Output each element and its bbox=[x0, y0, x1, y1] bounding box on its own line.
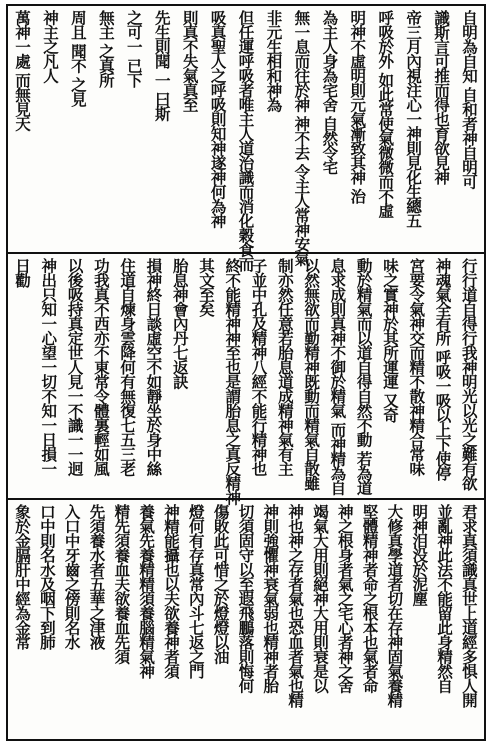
text-column: 息求成則真神不御於精氣 而神精為自 bbox=[328, 258, 348, 495]
text-panel-bottom bbox=[8, 498, 484, 739]
text-column: 呼吸於外 如此常使氣微微而不虛 bbox=[376, 10, 396, 218]
text-column: 堅體精神者命之根本也氣者命 bbox=[360, 504, 380, 693]
text-column: 先須養水者五華之津液 bbox=[87, 504, 107, 649]
text-column: 制亦然任意若胎息道成精神氣有主 bbox=[275, 258, 295, 476]
text-column: 之可一 已下 bbox=[124, 10, 144, 87]
text-column: 為主人身為宅舍 自然令宅 bbox=[320, 10, 340, 174]
text-column: 行行道自得行我神明光以光之難有欲 bbox=[459, 258, 479, 490]
text-column: 功我真不西亦不東常令體裏輕如風 bbox=[91, 258, 111, 476]
text-column: 以後吸持真定世人見一不識一一迥 bbox=[65, 258, 85, 476]
text-column: 萬神一處 而無見天 bbox=[13, 10, 32, 131]
text-column: 但任運呼吸者唯主人道治識而消化穀食而 bbox=[236, 10, 256, 271]
text-column: 無主 之真所 bbox=[96, 10, 116, 87]
text-column: 養氣先養精精須養腦精氣神 bbox=[137, 504, 157, 678]
text-column: 神魂氣全有所 呼吸一吸以上下使停 bbox=[433, 258, 453, 480]
text-column: 大修真學道者切在存神固氣養精 bbox=[385, 504, 405, 707]
text-column: 先生則聞 一 曰斯 bbox=[152, 10, 172, 121]
text-column: 帝三月內視注心一神則見化生總五 bbox=[404, 10, 424, 228]
text-column: 燈何有存真常內斗七返之門 bbox=[186, 504, 206, 678]
text-column: 神精能攝也以夫欲養神者須 bbox=[161, 504, 181, 678]
text-column: 日勸 bbox=[13, 258, 32, 287]
text-panel-top bbox=[8, 6, 484, 271]
text-column: 神也神之存者氣也恐血者氣也精 bbox=[286, 504, 306, 707]
text-column: 其文至矣 bbox=[196, 258, 216, 316]
text-column: 君求真須識真世上道經多惧人開 bbox=[459, 504, 479, 707]
text-column: 並亂神此法不能留此身精然自 bbox=[435, 504, 455, 693]
text-column: 神則強懼神衰氣弱也精神者胎 bbox=[261, 504, 281, 693]
text-column: 住道自煉身雲降何有無復七五三老 bbox=[118, 258, 138, 476]
text-column: 味之實神於其所運運 又奇 bbox=[380, 258, 400, 422]
text-column: 傷敗此可惜之於燈燈以油 bbox=[211, 504, 231, 664]
text-column: 宮要令氣神交而精不散神精合常味 bbox=[407, 258, 427, 476]
text-panel-middle bbox=[8, 252, 484, 505]
text-column: 以然無欲而勤精神既動而精氣自散雖 bbox=[302, 258, 322, 490]
text-column: 子並中孔及精神八經不能行精神也 bbox=[249, 258, 269, 476]
text-column: 明神泪没於泥塵 bbox=[410, 504, 430, 606]
text-column: 象於金膈肝中經為金常 bbox=[13, 504, 32, 649]
text-column: 精先須養血夫欲養血先須 bbox=[112, 504, 132, 664]
text-column: 動於精氣而以道自得自然不動 若為道 bbox=[354, 258, 374, 495]
text-column: 吸真聖人之呼吸則知神遂神何為神 bbox=[208, 10, 228, 228]
text-column: 神之根身者氣之宅心者神之舍 bbox=[335, 504, 355, 693]
text-column: 自明為自知 自和者神自明可 bbox=[460, 10, 479, 189]
text-column: 切須固守以至遐飛鵬落則悔何 bbox=[236, 504, 256, 693]
text-column: 則真不失氣真至 bbox=[180, 10, 200, 112]
text-column: 胎息神會內丹七返訣 bbox=[170, 258, 190, 389]
text-column: 神主之凡人 bbox=[40, 10, 60, 83]
text-column: 入口中牙齒之傍則名水 bbox=[62, 504, 82, 649]
text-column: 神出只知一心望一切不知一日損一 bbox=[39, 258, 59, 476]
text-column: 識斯言可推而得也育欲見神 bbox=[432, 10, 452, 184]
text-column: 損神終日談虛空不如靜坐於身中絲 bbox=[144, 258, 164, 476]
text-column: 非元生相和神為 bbox=[264, 10, 284, 112]
text-column: 竭氣大用則絕神大用則衰是以 bbox=[310, 504, 330, 693]
text-column: 周且 聞不 之見 bbox=[68, 10, 88, 106]
text-column: 無一息而往於神 神不去 令主人常神安氣 bbox=[292, 10, 312, 266]
text-column: 口中則名水及咽下到肺 bbox=[37, 504, 57, 649]
scripture-page bbox=[6, 4, 486, 741]
text-column: 終不能精神神至也是謂胎息之真反精神 bbox=[223, 258, 243, 505]
text-column: 明神不虛明則元氣漸致其神 治 bbox=[348, 10, 368, 203]
